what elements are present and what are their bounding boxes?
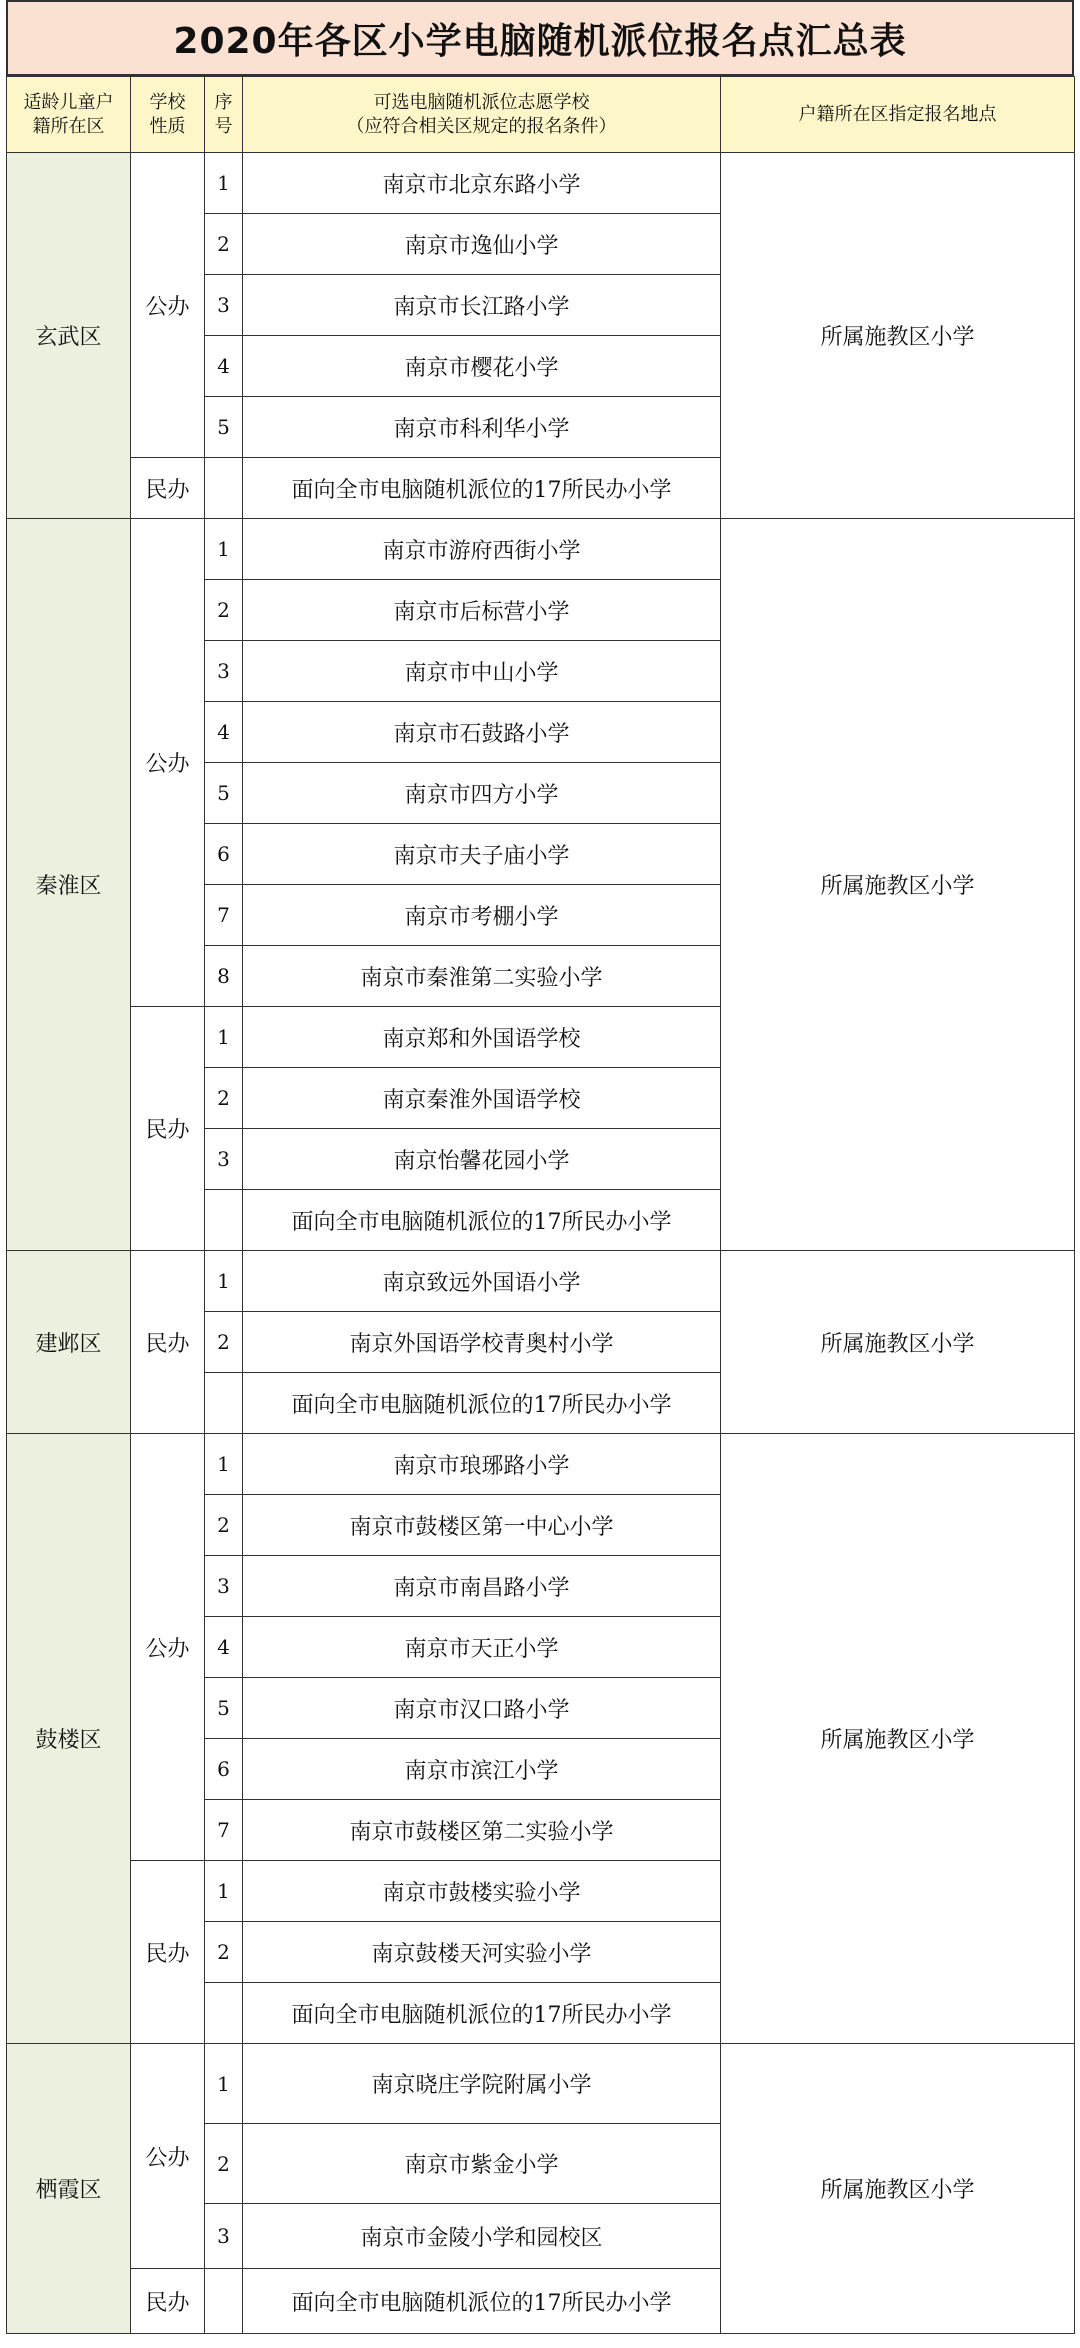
school-cell: 南京市逸仙小学 <box>243 214 721 275</box>
registration-table <box>6 76 1075 2334</box>
row-number: 4 <box>205 336 243 397</box>
school-cell: 南京市四方小学 <box>243 763 721 824</box>
nature-cell-public: 公办 <box>131 2044 205 2269</box>
table-row <box>7 2044 1075 2124</box>
school-cell: 南京晓庄学院附属小学 <box>243 2044 721 2124</box>
table-row <box>7 1251 1075 1312</box>
row-number: 6 <box>205 1739 243 1800</box>
school-cell: 南京市鼓楼实验小学 <box>243 1861 721 1922</box>
nature-cell-private: 民办 <box>131 458 205 519</box>
row-number: 1 <box>205 153 243 214</box>
row-number <box>205 1373 243 1434</box>
school-cell: 南京市天正小学 <box>243 1617 721 1678</box>
row-number: 2 <box>205 1312 243 1373</box>
row-number: 5 <box>205 1678 243 1739</box>
row-number: 4 <box>205 702 243 763</box>
row-number: 1 <box>205 1861 243 1922</box>
district-cell-xuanwu: 玄武区 <box>7 153 131 519</box>
school-cell: 南京市汉口路小学 <box>243 1678 721 1739</box>
table-row <box>7 519 1075 580</box>
row-number: 1 <box>205 1007 243 1068</box>
district-cell-qinhuai: 秦淮区 <box>7 519 131 1251</box>
row-number <box>205 1983 243 2044</box>
header-school: 可选电脑随机派位志愿学校 （应符合相关区规定的报名条件） <box>243 77 721 153</box>
school-cell: 南京市游府西街小学 <box>243 519 721 580</box>
school-cell: 南京市夫子庙小学 <box>243 824 721 885</box>
school-cell: 南京怡馨花园小学 <box>243 1129 721 1190</box>
header-number: 序 号 <box>205 77 243 153</box>
header-district: 适龄儿童户 籍所在区 <box>7 77 131 153</box>
nature-cell-public: 公办 <box>131 519 205 1007</box>
header-nature: 学校 性质 <box>131 77 205 153</box>
row-number: 1 <box>205 519 243 580</box>
school-cell: 南京市金陵小学和园校区 <box>243 2204 721 2269</box>
school-cell: 南京市紫金小学 <box>243 2124 721 2204</box>
school-cell: 南京鼓楼天河实验小学 <box>243 1922 721 1983</box>
district-cell-jianye: 建邺区 <box>7 1251 131 1434</box>
location-cell-qixia: 所属施教区小学 <box>721 2044 1075 2334</box>
school-cell: 南京秦淮外国语学校 <box>243 1068 721 1129</box>
nature-cell-private: 民办 <box>131 1861 205 2044</box>
school-cell: 南京市滨江小学 <box>243 1739 721 1800</box>
row-number: 3 <box>205 1556 243 1617</box>
row-number: 8 <box>205 946 243 1007</box>
school-cell: 南京市秦淮第二实验小学 <box>243 946 721 1007</box>
location-cell-jianye: 所属施教区小学 <box>721 1251 1075 1434</box>
row-number: 1 <box>205 1434 243 1495</box>
district-cell-gulou: 鼓楼区 <box>7 1434 131 2044</box>
row-number: 4 <box>205 1617 243 1678</box>
school-cell: 面向全市电脑随机派位的17所民办小学 <box>243 2269 721 2334</box>
row-number: 3 <box>205 641 243 702</box>
row-number: 2 <box>205 1922 243 1983</box>
row-number: 2 <box>205 580 243 641</box>
school-cell: 南京市琅琊路小学 <box>243 1434 721 1495</box>
school-cell: 南京市南昌路小学 <box>243 1556 721 1617</box>
row-number: 7 <box>205 885 243 946</box>
school-cell: 面向全市电脑随机派位的17所民办小学 <box>243 1983 721 2044</box>
row-number: 1 <box>205 1251 243 1312</box>
row-number <box>205 458 243 519</box>
row-number: 2 <box>205 214 243 275</box>
row-number: 6 <box>205 824 243 885</box>
nature-cell-private: 民办 <box>131 1007 205 1251</box>
school-cell: 南京外国语学校青奥村小学 <box>243 1312 721 1373</box>
page-title: 2020年各区小学电脑随机派位报名点汇总表 <box>6 0 1074 76</box>
row-number <box>205 2269 243 2334</box>
school-cell: 南京市后标营小学 <box>243 580 721 641</box>
district-cell-qixia: 栖霞区 <box>7 2044 131 2334</box>
school-cell: 南京市考棚小学 <box>243 885 721 946</box>
row-number: 2 <box>205 1495 243 1556</box>
school-cell: 南京市中山小学 <box>243 641 721 702</box>
row-number: 2 <box>205 2124 243 2204</box>
school-cell: 南京市石鼓路小学 <box>243 702 721 763</box>
location-cell-qinhuai: 所属施教区小学 <box>721 519 1075 1251</box>
nature-cell-private: 民办 <box>131 1251 205 1434</box>
row-number <box>205 1190 243 1251</box>
school-cell: 南京市鼓楼区第一中心小学 <box>243 1495 721 1556</box>
row-number: 3 <box>205 275 243 336</box>
row-number: 2 <box>205 1068 243 1129</box>
row-number: 3 <box>205 2204 243 2269</box>
row-number: 3 <box>205 1129 243 1190</box>
table-row <box>7 1434 1075 1495</box>
table-row <box>7 153 1075 214</box>
school-cell: 南京市长江路小学 <box>243 275 721 336</box>
location-cell-gulou: 所属施教区小学 <box>721 1434 1075 2044</box>
school-cell: 面向全市电脑随机派位的17所民办小学 <box>243 458 721 519</box>
school-cell: 南京市鼓楼区第二实验小学 <box>243 1800 721 1861</box>
school-cell: 南京市科利华小学 <box>243 397 721 458</box>
school-cell: 南京市樱花小学 <box>243 336 721 397</box>
nature-cell-private: 民办 <box>131 2269 205 2334</box>
nature-cell-public: 公办 <box>131 1434 205 1861</box>
school-cell: 南京市北京东路小学 <box>243 153 721 214</box>
row-number: 5 <box>205 397 243 458</box>
row-number: 7 <box>205 1800 243 1861</box>
header-row <box>7 77 1075 153</box>
header-location: 户籍所在区指定报名地点 <box>721 77 1075 153</box>
school-cell: 面向全市电脑随机派位的17所民办小学 <box>243 1373 721 1434</box>
row-number: 5 <box>205 763 243 824</box>
nature-cell-public: 公办 <box>131 153 205 458</box>
school-cell: 面向全市电脑随机派位的17所民办小学 <box>243 1190 721 1251</box>
school-cell: 南京致远外国语小学 <box>243 1251 721 1312</box>
location-cell-xuanwu: 所属施教区小学 <box>721 153 1075 519</box>
school-cell: 南京郑和外国语学校 <box>243 1007 721 1068</box>
row-number: 1 <box>205 2044 243 2124</box>
